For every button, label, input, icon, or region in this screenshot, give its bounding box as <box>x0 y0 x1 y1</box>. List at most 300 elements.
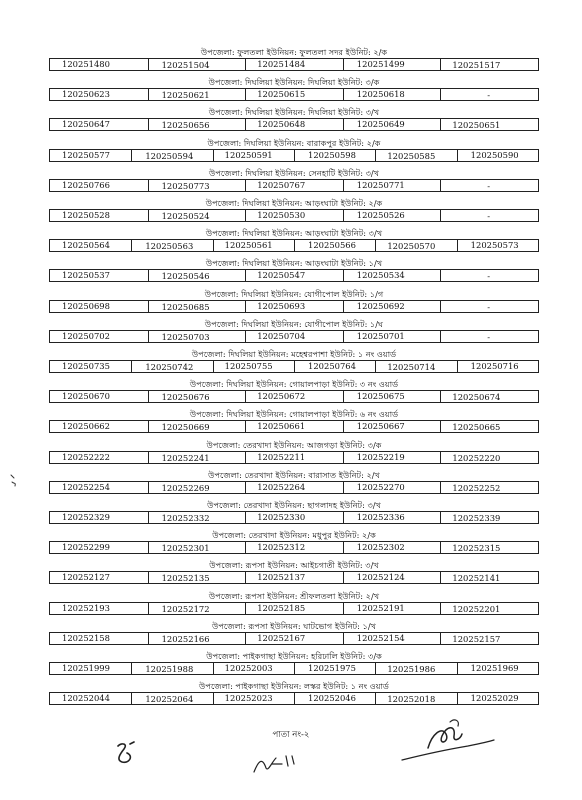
id-value: 120250714 <box>387 362 436 372</box>
id-cell <box>50 361 131 372</box>
cell-divider <box>148 452 149 463</box>
id-cell <box>148 542 246 553</box>
id-value: 120252332 <box>161 513 210 523</box>
id-value: - <box>487 301 491 312</box>
id-cell <box>245 210 343 221</box>
cell-divider <box>148 603 149 614</box>
cell-divider <box>440 301 441 312</box>
id-cell <box>213 150 294 161</box>
id-cell <box>440 572 538 583</box>
id-row <box>49 360 539 373</box>
section-heading: উপজেলা: দিঘলিয়া ইউনিয়ন: সেনহাটি ইউনিট: ৩/খ <box>208 167 380 178</box>
cell-divider <box>148 301 149 312</box>
section-heading: উপজেলা: পাইকগাছা ইউনিয়ন: লস্কর ইউনিট: ১ নং ওয়ার্ড <box>199 681 389 692</box>
id-cell <box>294 693 375 704</box>
id-value: 120252329 <box>62 512 110 522</box>
id-value: 120250530 <box>257 210 306 220</box>
section-heading: উপজেলা: রূপসা ইউনিয়ন: আইচগাতী ইউনিট: ৩/খ <box>209 560 379 571</box>
id-cell <box>148 421 246 432</box>
stray-ink-mark <box>8 472 20 488</box>
id-value: 120250704 <box>257 330 306 341</box>
id-value: 120252135 <box>161 573 210 584</box>
id-value: 120251480 <box>62 59 110 69</box>
cell-divider <box>457 693 458 704</box>
cell-divider <box>148 59 149 70</box>
id-value: 120252330 <box>257 512 306 522</box>
id-cell <box>343 603 441 614</box>
id-row <box>49 692 539 705</box>
id-value: 120250742 <box>145 362 194 372</box>
id-cell <box>440 482 538 493</box>
cell-divider <box>131 240 132 251</box>
id-cell <box>148 301 246 312</box>
cell-divider <box>440 270 441 281</box>
id-value: 120250590 <box>470 149 519 160</box>
id-value: 120252003 <box>224 663 273 673</box>
cell-divider <box>245 59 246 70</box>
cell-divider <box>245 391 246 402</box>
id-value: 120250623 <box>62 89 110 100</box>
cell-divider <box>245 633 246 644</box>
id-value: - <box>487 211 491 221</box>
cell-divider <box>131 150 132 161</box>
id-cell <box>375 693 456 704</box>
id-cell <box>50 391 148 402</box>
cell-divider <box>343 603 344 614</box>
section-heading: উপজেলা: দিঘলিয়া ইউনিয়ন: গোয়ালপাড়া ইউনিট: ৬ নং ওয়ার্ড <box>189 409 399 420</box>
id-cell <box>245 482 343 493</box>
cell-divider <box>440 59 441 70</box>
id-cell <box>343 421 441 432</box>
id-value: 120250534 <box>356 270 405 281</box>
id-cell <box>131 240 212 251</box>
id-cell <box>343 119 441 130</box>
cell-divider <box>148 180 149 191</box>
cell-divider <box>213 361 214 372</box>
cell-divider <box>375 361 376 372</box>
id-cell <box>50 89 148 100</box>
id-value: 120252201 <box>452 603 501 614</box>
cell-divider <box>375 663 376 674</box>
id-value: - <box>487 271 491 282</box>
section-heading: উপজেলা: দিঘলিয়া ইউনিয়ন: দিঘলিয়া ইউনিট: ৩/খ <box>208 107 380 118</box>
cell-divider <box>213 240 214 251</box>
id-cell <box>440 633 538 644</box>
id-cell <box>148 633 246 644</box>
id-cell <box>440 331 538 342</box>
unit-section <box>49 137 539 161</box>
unit-section <box>49 227 539 251</box>
id-row <box>49 571 539 584</box>
id-row <box>49 451 539 464</box>
cell-divider <box>343 542 344 553</box>
id-cell <box>50 693 131 704</box>
unit-section <box>49 469 539 493</box>
id-value: 120252219 <box>356 451 405 462</box>
id-cell <box>50 663 131 674</box>
id-cell <box>245 270 343 281</box>
id-cell <box>343 331 441 342</box>
id-cell <box>245 421 343 432</box>
cell-divider <box>343 633 344 644</box>
id-value: 120252018 <box>387 694 436 705</box>
cell-divider <box>440 89 441 100</box>
id-value: 120250547 <box>257 270 306 281</box>
cell-divider <box>213 150 214 161</box>
id-value: 120252023 <box>224 693 273 704</box>
cell-divider <box>343 301 344 312</box>
id-value: 120252269 <box>161 482 210 493</box>
id-value: 120252166 <box>161 633 210 644</box>
id-value: 120250618 <box>356 89 405 100</box>
id-value: 120250570 <box>387 241 436 252</box>
unit-section <box>49 680 539 704</box>
cell-divider <box>294 663 295 674</box>
id-value: 120252252 <box>452 482 501 493</box>
id-value: 120250621 <box>161 90 210 101</box>
cell-divider <box>245 482 246 493</box>
cell-divider <box>343 512 344 523</box>
id-cell <box>50 572 148 583</box>
id-value: 120252270 <box>356 481 405 492</box>
id-value: 120250703 <box>161 331 210 342</box>
id-cell <box>148 603 246 614</box>
id-cell <box>245 452 343 463</box>
cell-divider <box>148 512 149 523</box>
id-value: 120252141 <box>452 573 501 584</box>
section-heading: উপজেলা: দিঘলিয়া ইউনিয়ন: দিঘলিয়া ইউনিট: ৩/ক <box>208 77 380 88</box>
id-value: 120250647 <box>62 119 110 130</box>
cell-divider <box>213 693 214 704</box>
id-value: 120250564 <box>62 240 110 251</box>
id-cell <box>50 150 131 161</box>
id-value: 120250585 <box>387 150 436 161</box>
id-row <box>49 88 539 101</box>
id-value: 120251975 <box>308 663 356 673</box>
id-cell <box>457 693 538 704</box>
id-row <box>49 632 539 645</box>
cell-divider <box>245 603 246 614</box>
unit-section <box>49 408 539 432</box>
id-cell <box>148 210 246 221</box>
unit-section <box>49 620 539 644</box>
id-value: 120250649 <box>356 119 405 130</box>
id-cell <box>343 572 441 583</box>
id-value: 120250685 <box>161 301 210 312</box>
cell-divider <box>131 663 132 674</box>
id-cell <box>440 270 538 281</box>
id-value: 120252302 <box>356 542 405 553</box>
id-value: - <box>487 331 491 342</box>
id-value: 120251499 <box>356 59 405 69</box>
id-cell <box>440 452 538 463</box>
id-cell <box>245 89 343 100</box>
id-value: 120250667 <box>356 421 405 432</box>
id-cell <box>50 633 148 644</box>
cell-divider <box>375 240 376 251</box>
cell-divider <box>294 150 295 161</box>
id-cell <box>343 301 441 312</box>
id-cell <box>245 633 343 644</box>
id-value: 120250693 <box>257 300 306 311</box>
cell-divider <box>343 391 344 402</box>
id-value: 120252044 <box>62 693 110 704</box>
cell-divider <box>245 572 246 583</box>
id-value: 120250594 <box>145 150 194 161</box>
cell-divider <box>245 270 246 281</box>
id-value: 120250577 <box>62 149 110 160</box>
id-cell <box>50 240 131 251</box>
id-cell <box>440 180 538 191</box>
id-cell <box>375 663 456 674</box>
id-cell <box>457 150 538 161</box>
unit-section <box>49 439 539 463</box>
id-cell <box>457 361 538 372</box>
unit-section <box>49 46 539 70</box>
id-cell <box>440 59 538 70</box>
id-cell <box>50 482 148 493</box>
id-value: 120250591 <box>224 149 273 160</box>
cell-divider <box>213 663 214 674</box>
id-cell <box>50 59 148 70</box>
id-value: 120252299 <box>62 542 110 553</box>
id-value: 120252222 <box>62 451 110 462</box>
cell-divider <box>440 512 441 523</box>
id-value: 120250735 <box>62 361 110 371</box>
id-cell <box>440 603 538 614</box>
id-cell <box>148 452 246 463</box>
id-value: 120250676 <box>161 392 210 403</box>
id-cell <box>440 119 538 130</box>
id-cell <box>343 482 441 493</box>
id-value: 120252124 <box>356 572 405 583</box>
id-row <box>49 330 539 343</box>
id-cell <box>148 180 246 191</box>
id-value: 120252312 <box>257 542 306 553</box>
unit-section <box>49 559 539 583</box>
id-value: 120252264 <box>257 481 306 492</box>
section-heading: উপজেলা: তেরখাদা ইউনিয়ন: মধুপুর ইউনিট: ২/ক <box>212 530 376 541</box>
id-value: 120252137 <box>257 572 306 583</box>
cell-divider <box>440 603 441 614</box>
section-heading: উপজেলা: রূপসা ইউনিয়ন: শ্রীফলতলা ইউনিট: ২/খ <box>208 590 380 601</box>
cell-divider <box>440 210 441 221</box>
id-row <box>49 149 539 162</box>
id-row <box>49 662 539 675</box>
id-cell <box>440 542 538 553</box>
id-cell <box>245 391 343 402</box>
cell-divider <box>375 693 376 704</box>
id-cell <box>343 270 441 281</box>
unit-section <box>49 318 539 342</box>
cell-divider <box>245 301 246 312</box>
id-cell <box>343 452 441 463</box>
id-value: 120251988 <box>145 664 194 674</box>
id-value: 120250702 <box>62 330 110 341</box>
id-value: 120250524 <box>161 211 210 221</box>
id-row <box>49 511 539 524</box>
id-cell <box>148 331 246 342</box>
handwritten-initials-center <box>248 750 306 776</box>
cell-divider <box>245 421 246 432</box>
id-value: 120250755 <box>224 361 273 371</box>
unit-section <box>49 106 539 130</box>
id-value: 120252185 <box>257 602 306 613</box>
id-cell <box>294 150 375 161</box>
section-heading: উপজেলা: ফুলতলা ইউনিয়ন: ফুলতলা সদর ইউনিট: ২/ক <box>200 47 388 57</box>
id-cell <box>440 89 538 100</box>
section-heading: উপজেলা: দিঘলিয়া ইউনিয়ন: আড়ংঘাটা ইউনিট: ৩/খ <box>205 228 383 239</box>
id-row <box>49 300 539 313</box>
id-cell <box>343 512 441 523</box>
id-value: 120252241 <box>161 452 210 463</box>
unit-section <box>49 288 539 312</box>
id-value: 120250566 <box>308 240 356 251</box>
id-value: 120252127 <box>62 572 110 583</box>
cell-divider <box>457 361 458 372</box>
id-cell <box>245 180 343 191</box>
cell-divider <box>440 119 441 130</box>
id-value: - <box>487 180 491 191</box>
id-cell <box>343 89 441 100</box>
id-value: 120252029 <box>470 693 519 704</box>
id-cell <box>148 482 246 493</box>
cell-divider <box>148 210 149 221</box>
cell-divider <box>294 361 295 372</box>
id-cell <box>213 663 294 674</box>
cell-divider <box>294 240 295 251</box>
id-value: 120250561 <box>224 240 273 251</box>
cell-divider <box>148 270 149 281</box>
id-value: 120250662 <box>62 421 110 432</box>
cell-divider <box>245 331 246 342</box>
id-cell <box>245 572 343 583</box>
id-cell <box>131 361 212 372</box>
id-cell <box>245 331 343 342</box>
cell-divider <box>343 270 344 281</box>
id-row <box>49 58 539 71</box>
cell-divider <box>440 542 441 553</box>
cell-divider <box>245 119 246 130</box>
section-heading: উপজেলা: পাইকগাছা ইউনিয়ন: হরিঢালি ইউনিট: ৩/ক <box>206 651 382 661</box>
id-cell <box>245 603 343 614</box>
id-value: 120252157 <box>452 633 501 644</box>
cell-divider <box>440 391 441 402</box>
id-cell <box>50 180 148 191</box>
id-cell <box>148 572 246 583</box>
cell-divider <box>148 331 149 342</box>
cell-divider <box>148 482 149 493</box>
signature-right <box>398 716 498 766</box>
id-value: 120250651 <box>452 120 501 131</box>
id-value: 120250701 <box>356 330 405 341</box>
unit-section <box>49 590 539 614</box>
id-value: 120252064 <box>145 694 194 705</box>
id-value: 120252339 <box>452 513 501 523</box>
id-cell <box>148 512 246 523</box>
id-value: 120252172 <box>161 603 210 614</box>
id-cell <box>440 301 538 312</box>
cell-divider <box>148 119 149 130</box>
id-cell <box>131 150 212 161</box>
unit-section <box>49 529 539 553</box>
cell-divider <box>440 572 441 583</box>
cell-divider <box>343 119 344 130</box>
id-cell <box>375 240 456 251</box>
id-cell <box>131 693 212 704</box>
unit-section <box>49 499 539 523</box>
cell-divider <box>457 663 458 674</box>
id-row <box>49 390 539 403</box>
cell-divider <box>440 421 441 432</box>
id-value: 120250767 <box>257 179 306 190</box>
id-value: 120250563 <box>145 241 194 252</box>
id-cell <box>50 270 148 281</box>
id-cell <box>50 603 148 614</box>
id-cell <box>294 240 375 251</box>
id-cell <box>50 331 148 342</box>
id-value: 120250716 <box>470 361 519 371</box>
id-value: 120250661 <box>257 421 306 432</box>
cell-divider <box>440 331 441 342</box>
id-cell <box>375 150 456 161</box>
section-heading: উপজেলা: দিঘলিয়া ইউনিয়ন: আড়ংঘাটা ইউনিট: ১/খ <box>205 258 383 269</box>
id-value: 120250692 <box>356 300 405 311</box>
cell-divider <box>457 240 458 251</box>
id-cell <box>375 361 456 372</box>
id-value: 120250675 <box>356 391 405 402</box>
cell-divider <box>343 482 344 493</box>
id-cell <box>440 512 538 523</box>
id-value: 120250766 <box>62 179 110 190</box>
cell-divider <box>343 421 344 432</box>
section-heading: উপজেলা: তেরখাদা ইউনিয়ন: বারাসাত ইউনিট: ২/খ <box>208 469 380 480</box>
id-cell <box>50 421 148 432</box>
handwritten-mark-left <box>112 740 142 766</box>
id-cell <box>50 301 148 312</box>
id-cell <box>457 663 538 674</box>
id-cell <box>343 180 441 191</box>
id-value: 120252211 <box>257 451 306 462</box>
cell-divider <box>148 89 149 100</box>
id-value: 120250546 <box>161 271 210 282</box>
section-heading: উপজেলা: দিঘলিয়া ইউনিয়ন: আড়ংঘাটা ইউনিট: ২/ক <box>205 198 383 208</box>
cell-divider <box>245 210 246 221</box>
cell-divider <box>440 180 441 191</box>
id-cell <box>343 391 441 402</box>
cell-divider <box>148 421 149 432</box>
id-value: 120250670 <box>62 391 110 402</box>
id-value: 120250615 <box>257 89 306 100</box>
id-value: 120250773 <box>161 180 210 191</box>
cell-divider <box>148 391 149 402</box>
id-value: 120250526 <box>356 210 405 220</box>
cell-divider <box>343 572 344 583</box>
id-cell <box>245 119 343 130</box>
cell-divider <box>440 482 441 493</box>
unit-section <box>49 167 539 191</box>
id-row <box>49 179 539 192</box>
id-cell <box>343 542 441 553</box>
cell-divider <box>131 693 132 704</box>
unit-section <box>49 650 539 674</box>
id-cell <box>440 391 538 402</box>
cell-divider <box>245 89 246 100</box>
id-cell <box>294 663 375 674</box>
cell-divider <box>440 633 441 644</box>
cell-divider <box>343 210 344 221</box>
id-value: 120251484 <box>257 59 306 69</box>
